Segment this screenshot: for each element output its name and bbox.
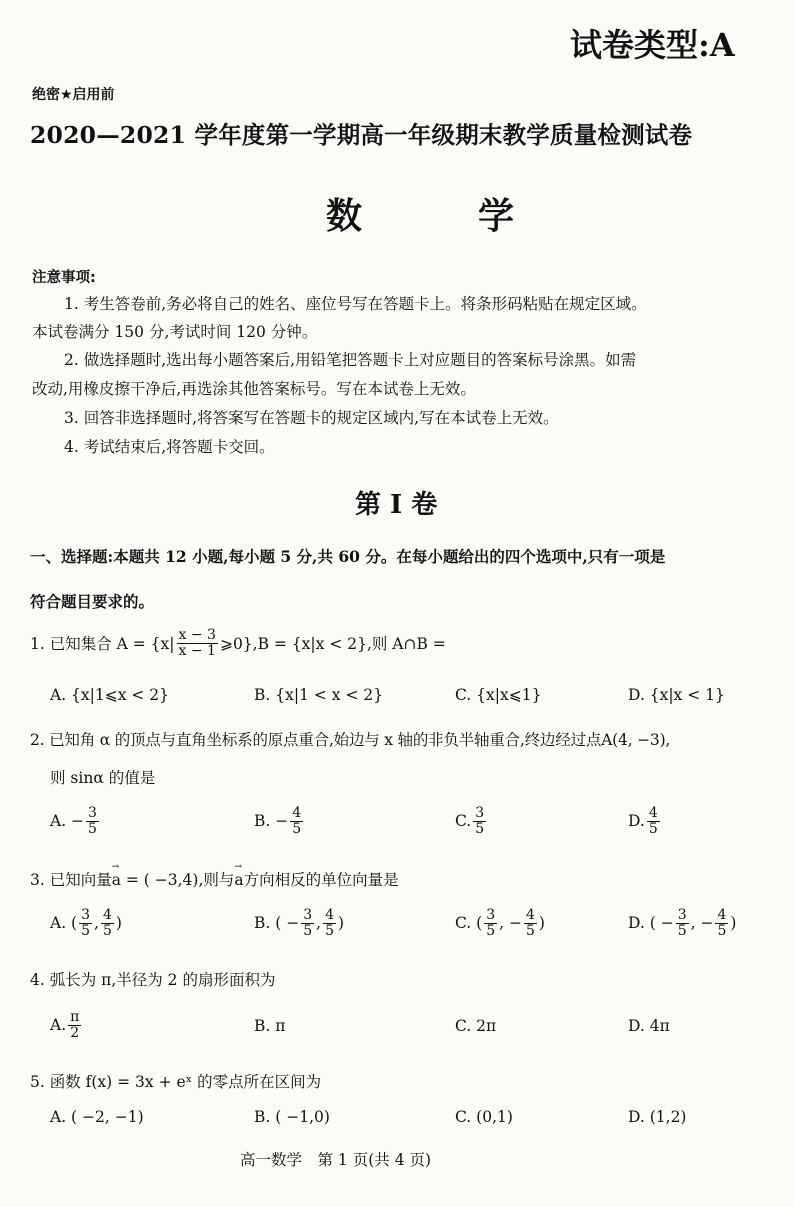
q1-option-d: D. {x|x < 1} (628, 686, 725, 704)
q3-b-end: ) (338, 914, 345, 933)
note-line: 本试卷满分 150 分,考试时间 120 分钟。 (32, 323, 318, 341)
q4-option-d: D. 4π (628, 1017, 670, 1035)
q3-a-d1: 5 (81, 922, 91, 939)
question-5-stem: 5. 函数 f(x) = 3x + eˣ 的零点所在区间为 (30, 1073, 322, 1091)
q3-a-label: A. ( (50, 914, 78, 933)
notes-heading: 注意事项: (32, 270, 96, 286)
note-line: 2. 做选择题时,选出每小题答案后,用铅笔把答题卡上对应题目的答案标号涂黑。如需 (64, 351, 637, 369)
question-4-stem: 4. 弧长为 π,半径为 2 的扇形面积为 (30, 971, 276, 989)
q3-part1: 3. 已知向量 (30, 871, 112, 889)
question-2-stem-line2: 则 sinα 的值是 (50, 769, 156, 787)
q3-d-d1: 5 (677, 922, 687, 939)
vector-a-symbol: → a (234, 871, 243, 889)
q4-a-den: 2 (70, 1024, 80, 1041)
note-line: 4. 考试结束后,将答题卡交回。 (64, 438, 275, 456)
q2-a-num: 3 (88, 805, 97, 821)
q5-option-c: C. (0,1) (455, 1108, 513, 1126)
q2-option-c (455, 806, 488, 836)
exam-title: 2020—2021 学年度第一学期高一年级期末教学质量检测试卷 (30, 121, 693, 149)
vector-a-symbol: → a (112, 871, 121, 889)
q5-option-a: A. ( −2, −1) (50, 1108, 144, 1126)
q3-option-b (254, 908, 344, 938)
q3-b-n2: 4 (325, 907, 334, 923)
q3-part2: = ( −3,4),则与 (120, 871, 235, 889)
q1-fraction (177, 628, 218, 658)
q1-prefix: 1. 已知集合 A = {x| (30, 635, 175, 654)
q3-d-mid: , − (690, 914, 714, 933)
q2-c-den: 5 (475, 820, 485, 837)
q3-a-d2: 5 (102, 922, 112, 939)
q2-option-d (628, 806, 662, 836)
question-1-stem (30, 628, 446, 658)
q4-a-num: π (70, 1009, 80, 1025)
q3-b-n1: 3 (303, 907, 313, 923)
question-3-stem (30, 868, 399, 890)
note-line: 3. 回答非选择题时,将答案写在答题卡的规定区域内,写在本试卷上无效。 (64, 409, 559, 427)
q3-option-c (455, 908, 545, 938)
q3-c-n1: 3 (486, 907, 496, 923)
q3-b-d1: 5 (303, 922, 313, 939)
q2-option-c-label: C. (455, 812, 472, 831)
section-title: 第 I 卷 (355, 490, 438, 520)
q2-b-num: 4 (292, 805, 302, 821)
q2-a-den: 5 (88, 820, 97, 837)
paper-type-label: 试卷类型:A (570, 26, 735, 64)
q4-option-c: C. 2π (455, 1017, 497, 1035)
note-line: 改动,用橡皮擦干净后,再选涂其他答案标号。写在本试卷上无效。 (32, 380, 476, 398)
note-line: 1. 考生答卷前,务必将自己的姓名、座位号写在答题卡上。将条形码粘贴在规定区域。 (64, 295, 647, 313)
q1-suffix: ⩾0},B = {x|x < 2},则 A∩B = (219, 635, 446, 654)
q3-c-d1: 5 (486, 922, 496, 939)
q3-c-n2: 4 (525, 907, 535, 923)
q3-d-d2: 5 (717, 922, 727, 939)
q2-d-num: 4 (648, 805, 658, 821)
q3-a-n1: 3 (81, 907, 91, 923)
section-intro: 符合题目要求的。 (30, 592, 155, 611)
q1-frac-denominator: x − 1 (178, 642, 216, 659)
q3-d-n2: 4 (717, 907, 727, 923)
q3-d-n1: 3 (677, 907, 687, 923)
section-intro: 一、选择题:本题共 12 小题,每小题 5 分,共 60 分。在每小题给出的四个选项中,只有一项是 (30, 547, 666, 566)
q2-option-a-label: A. − (50, 812, 85, 831)
subject-title: 数 学 (326, 195, 555, 237)
confidential-mark: 绝密★启用前 (32, 87, 115, 103)
q4-option-a (50, 1010, 83, 1040)
q3-part3: 方向相反的单位向量是 (243, 871, 399, 889)
q3-option-d (628, 908, 736, 938)
q2-option-b (254, 806, 305, 836)
q3-d-end: ) (730, 914, 737, 933)
q5-option-d: D. (1,2) (628, 1108, 687, 1126)
q2-d-den: 5 (648, 820, 658, 837)
q3-a-mid: , (94, 914, 99, 933)
q4-a-label: A. (50, 1016, 67, 1035)
q2-option-b-label: B. − (254, 812, 289, 831)
q3-c-mid: , − (499, 914, 522, 933)
q3-a-n2: 4 (102, 907, 112, 923)
q1-option-c: C. {x|x⩽1} (455, 686, 542, 704)
q3-d-label: D. ( − (628, 914, 674, 933)
q3-b-mid: , (316, 914, 322, 933)
q1-option-b: B. {x|1 < x < 2} (254, 686, 384, 704)
q5-option-b: B. ( −1,0) (254, 1108, 330, 1126)
q2-b-den: 5 (292, 820, 302, 837)
q2-option-d-label: D. (628, 812, 645, 831)
q3-a-end: ) (115, 914, 122, 933)
q4-option-b: B. π (254, 1017, 286, 1035)
q3-b-d2: 5 (325, 922, 334, 939)
q3-c-end: ) (538, 914, 545, 933)
q3-option-a (50, 908, 122, 938)
q3-c-label: C. ( (455, 914, 483, 933)
q1-option-a: A. {x|1⩽x < 2} (50, 686, 170, 704)
q3-b-label: B. ( − (254, 914, 300, 933)
q3-c-d2: 5 (525, 922, 535, 939)
page-footer: 高一数学 第 1 页(共 4 页) (240, 1151, 432, 1169)
q2-c-num: 3 (475, 805, 485, 821)
question-2-stem: 2. 已知角 α 的顶点与直角坐标系的原点重合,始边与 x 轴的非负半轴重合,终边经过点A(4, −3), (30, 731, 671, 749)
q1-frac-numerator: x − 3 (178, 627, 216, 643)
q2-option-a (50, 806, 101, 836)
